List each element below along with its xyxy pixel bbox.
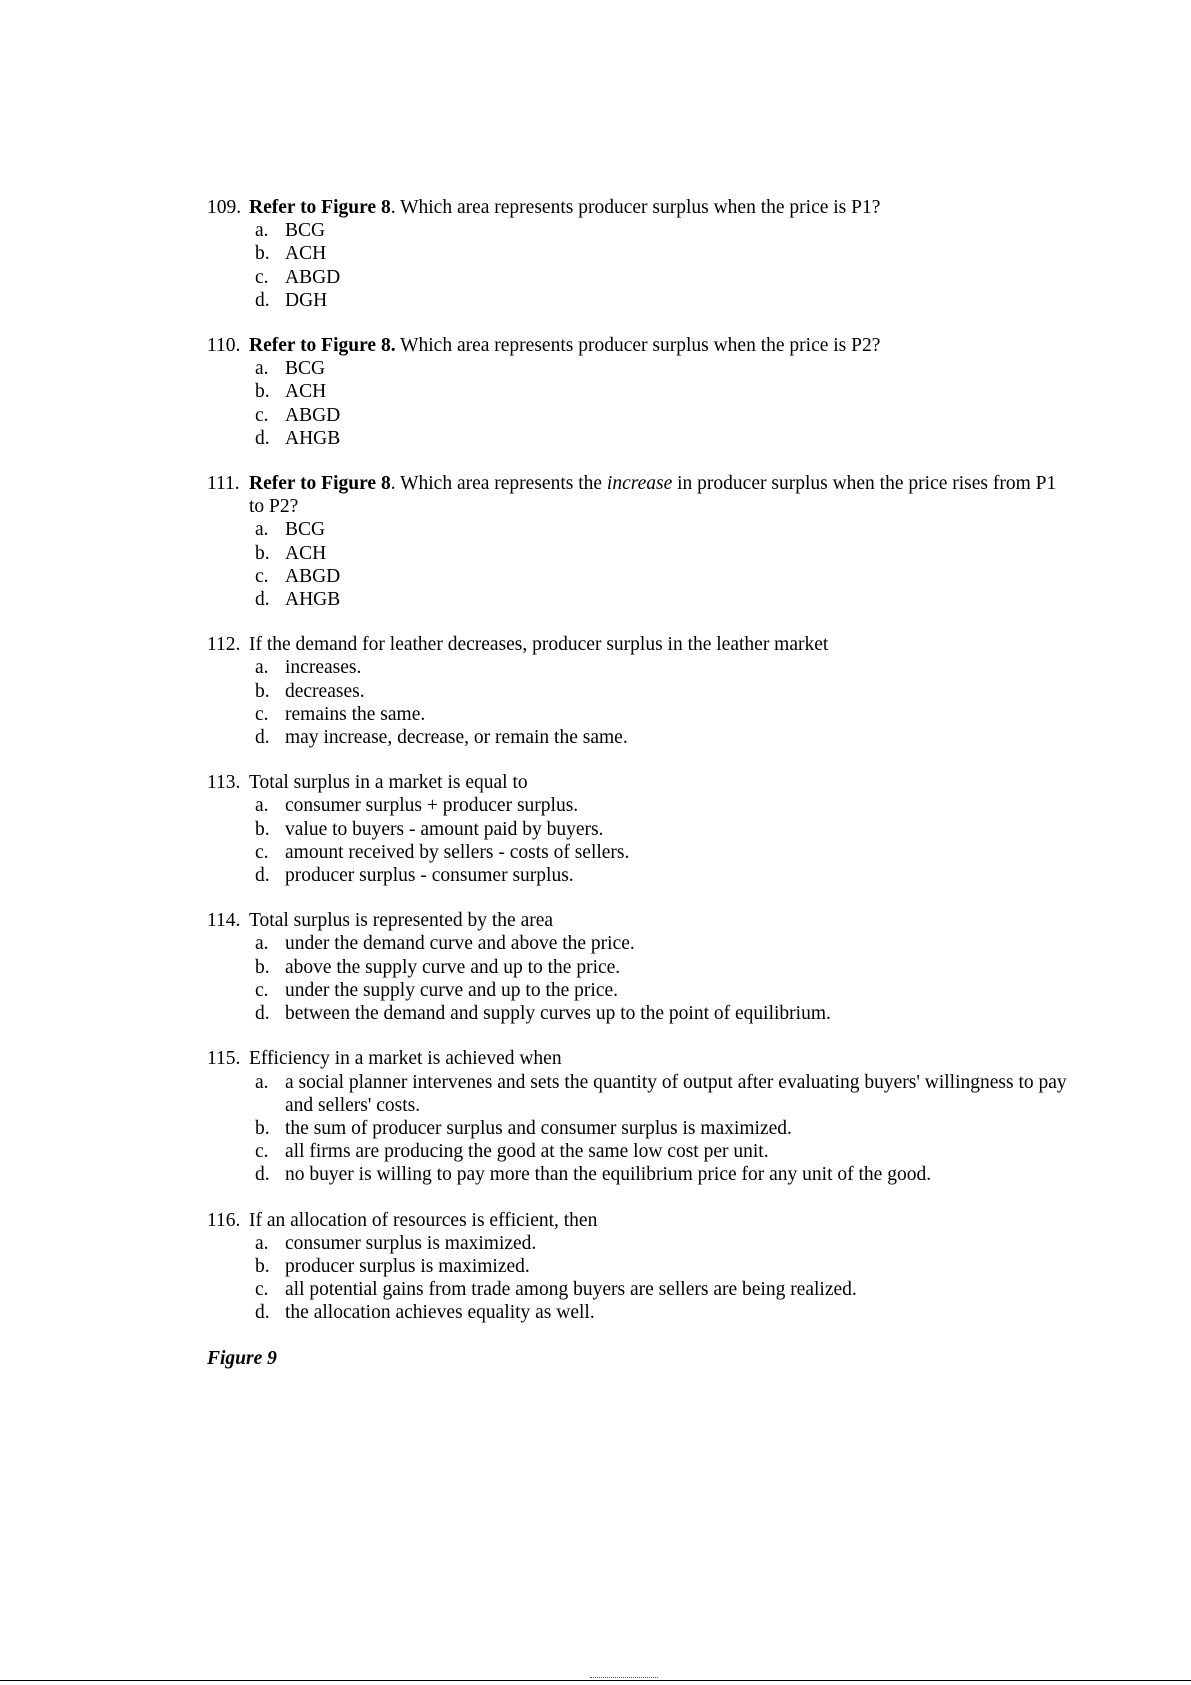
option-a[interactable] xyxy=(249,518,1067,541)
option-label: a. xyxy=(255,1071,269,1093)
question-stem xyxy=(207,334,1067,357)
option-label: c. xyxy=(255,1279,269,1301)
option-a[interactable] xyxy=(249,794,1067,817)
question-text: Total surplus in a market is equal to xyxy=(249,772,528,794)
option-text: consumer surplus + producer surplus. xyxy=(285,795,579,817)
option-text: ACH xyxy=(285,381,327,403)
option-label: c. xyxy=(255,404,269,426)
question-112 xyxy=(207,633,1067,749)
option-text: under the supply curve and up to the price. xyxy=(285,979,619,1001)
question-text: . Which area represents producer surplus when the price is P1? xyxy=(390,197,881,218)
option-d[interactable] xyxy=(249,289,1067,312)
option-label: b. xyxy=(255,381,270,403)
figure-label: Figure 9 xyxy=(207,1347,277,1369)
option-text: under the demand curve and above the price. xyxy=(285,933,635,955)
option-label: b. xyxy=(255,243,270,265)
option-c[interactable] xyxy=(249,979,1067,1002)
option-label: c. xyxy=(255,565,269,587)
option-text: BCG xyxy=(285,519,326,541)
question-110 xyxy=(207,334,1067,450)
option-b[interactable] xyxy=(249,956,1067,979)
option-text: BCG xyxy=(285,220,326,242)
option-label: b. xyxy=(255,1255,270,1277)
option-label: c. xyxy=(255,703,269,725)
option-label: a. xyxy=(255,519,269,541)
option-label: a. xyxy=(255,1232,269,1254)
option-list xyxy=(207,656,1067,749)
figure-reference: Refer to Figure 8 xyxy=(249,197,391,218)
question-number: 113. xyxy=(207,772,241,794)
option-text: value to buyers - amount paid by buyers. xyxy=(285,818,604,840)
option-text: decreases. xyxy=(285,680,365,702)
option-text: consumer surplus is maximized. xyxy=(285,1232,537,1254)
option-c[interactable] xyxy=(249,404,1067,427)
question-stem xyxy=(207,633,1067,656)
option-label: c. xyxy=(255,1141,269,1163)
option-list xyxy=(207,932,1067,1025)
question-text: If the demand for leather decreases, producer surplus in the leather market xyxy=(249,634,829,656)
question-stem xyxy=(207,909,1067,932)
option-label: a. xyxy=(255,795,269,817)
figure-reference: Refer to Figure 8. xyxy=(249,335,396,357)
question-113 xyxy=(207,771,1067,887)
option-d[interactable] xyxy=(249,427,1067,450)
option-b[interactable] xyxy=(249,542,1067,565)
question-number: 115. xyxy=(207,1048,241,1070)
option-label: b. xyxy=(255,542,270,564)
option-d[interactable] xyxy=(249,864,1067,887)
option-text: producer surplus - consumer surplus. xyxy=(285,865,574,887)
option-text: DGH xyxy=(285,289,328,311)
question-text: If an allocation of resources is efficient, then xyxy=(249,1209,598,1231)
option-text: between the demand and supply curves up to the point of equilibrium. xyxy=(285,1003,831,1025)
option-text: producer surplus is maximized. xyxy=(285,1255,530,1277)
option-list xyxy=(207,219,1067,312)
option-list xyxy=(207,1071,1067,1187)
option-a[interactable] xyxy=(249,932,1067,955)
option-text: AHGB xyxy=(285,589,341,611)
option-c[interactable] xyxy=(249,703,1067,726)
question-number: 111. xyxy=(207,473,240,495)
question-number: 116. xyxy=(207,1209,241,1231)
option-b[interactable] xyxy=(249,680,1067,703)
option-text: all potential gains from trade among buyers are sellers are being realized. xyxy=(285,1279,857,1301)
option-text: increases. xyxy=(285,657,362,679)
option-text: AHGB xyxy=(285,427,341,449)
option-c[interactable] xyxy=(249,1278,1067,1301)
option-b[interactable] xyxy=(249,1117,1067,1140)
option-label: d. xyxy=(255,289,270,311)
option-c[interactable] xyxy=(249,565,1067,588)
option-text: ABGD xyxy=(285,266,341,288)
question-115 xyxy=(207,1047,1067,1186)
option-c[interactable] xyxy=(249,266,1067,289)
option-text: above the supply curve and up to the price. xyxy=(285,956,621,978)
question-text-end: in producer surplus when the price rises from P1 to P2? xyxy=(249,473,1057,518)
option-list xyxy=(207,794,1067,887)
option-label: d. xyxy=(255,589,270,611)
option-b[interactable] xyxy=(249,1255,1067,1278)
option-b[interactable] xyxy=(249,818,1067,841)
question-text: Efficiency in a market is achieved when xyxy=(249,1048,562,1070)
question-109 xyxy=(207,196,1067,312)
option-d[interactable] xyxy=(249,1163,1067,1186)
question-text: Total surplus is represented by the area xyxy=(249,910,554,932)
option-list xyxy=(207,1232,1067,1325)
question-number: 114. xyxy=(207,910,241,932)
option-label: a. xyxy=(255,220,269,242)
option-b[interactable] xyxy=(249,380,1067,403)
option-label: a. xyxy=(255,933,269,955)
option-a[interactable] xyxy=(249,1071,1067,1117)
option-d[interactable] xyxy=(249,588,1067,611)
option-c[interactable] xyxy=(249,1140,1067,1163)
option-text: remains the same. xyxy=(285,703,426,725)
option-text: ACH xyxy=(285,243,327,265)
emphasis-text: increase xyxy=(606,473,673,495)
option-label: c. xyxy=(255,841,269,863)
option-label: d. xyxy=(255,1003,270,1025)
option-list xyxy=(207,357,1067,450)
question-list xyxy=(207,196,1067,1370)
option-text: ABGD xyxy=(285,565,341,587)
option-label: b. xyxy=(255,1117,270,1139)
option-text: amount received by sellers - costs of sellers. xyxy=(285,841,630,863)
option-label: c. xyxy=(255,979,269,1001)
option-a[interactable] xyxy=(249,357,1067,380)
option-text: the sum of producer surplus and consumer surplus is maximized. xyxy=(285,1117,792,1139)
question-stem xyxy=(207,472,1067,518)
question-number: 110. xyxy=(207,335,241,357)
option-text: a social planner intervenes and sets the quantity of output after evaluating buyers' willingness to pay and sellers' costs. xyxy=(285,1071,1067,1116)
option-text: may increase, decrease, or remain the same. xyxy=(285,727,628,749)
option-b[interactable] xyxy=(249,242,1067,265)
option-a[interactable] xyxy=(249,1232,1067,1255)
question-stem xyxy=(207,196,1067,219)
option-label: c. xyxy=(255,266,269,288)
option-a[interactable] xyxy=(249,219,1067,242)
option-label: d. xyxy=(255,427,270,449)
page-bottom-mark xyxy=(590,1677,658,1681)
option-label: b. xyxy=(255,818,270,840)
option-text: ACH xyxy=(285,542,327,564)
option-label: d. xyxy=(255,1302,270,1324)
option-d[interactable] xyxy=(249,1002,1067,1025)
option-text: ABGD xyxy=(285,404,341,426)
option-text: no buyer is willing to pay more than the equilibrium price for any unit of the good. xyxy=(285,1164,932,1186)
question-111 xyxy=(207,472,1067,611)
question-text: . Which area represents the xyxy=(390,473,607,495)
question-stem xyxy=(207,1209,1067,1232)
option-d[interactable] xyxy=(249,726,1067,749)
option-c[interactable] xyxy=(249,841,1067,864)
option-text: the allocation achieves equality as well. xyxy=(285,1302,595,1324)
option-d[interactable] xyxy=(249,1301,1067,1324)
option-a[interactable] xyxy=(249,656,1067,679)
option-label: d. xyxy=(255,1164,270,1186)
option-list xyxy=(207,518,1067,611)
question-116 xyxy=(207,1209,1067,1325)
option-label: d. xyxy=(255,865,270,887)
option-label: b. xyxy=(255,680,270,702)
question-114 xyxy=(207,909,1067,1025)
option-label: d. xyxy=(255,727,270,749)
question-number: 112. xyxy=(207,634,241,656)
question-stem xyxy=(207,1047,1067,1070)
option-text: all firms are producing the good at the same low cost per unit. xyxy=(285,1141,769,1163)
question-text: Which area represents producer surplus when the price is P2? xyxy=(395,335,881,357)
option-text: BCG xyxy=(285,358,326,380)
option-label: a. xyxy=(255,657,269,679)
question-number: 109. xyxy=(207,197,242,218)
option-label: a. xyxy=(255,358,269,380)
question-stem xyxy=(207,771,1067,794)
figure-reference: Refer to Figure 8 xyxy=(249,473,391,495)
option-label: b. xyxy=(255,956,270,978)
